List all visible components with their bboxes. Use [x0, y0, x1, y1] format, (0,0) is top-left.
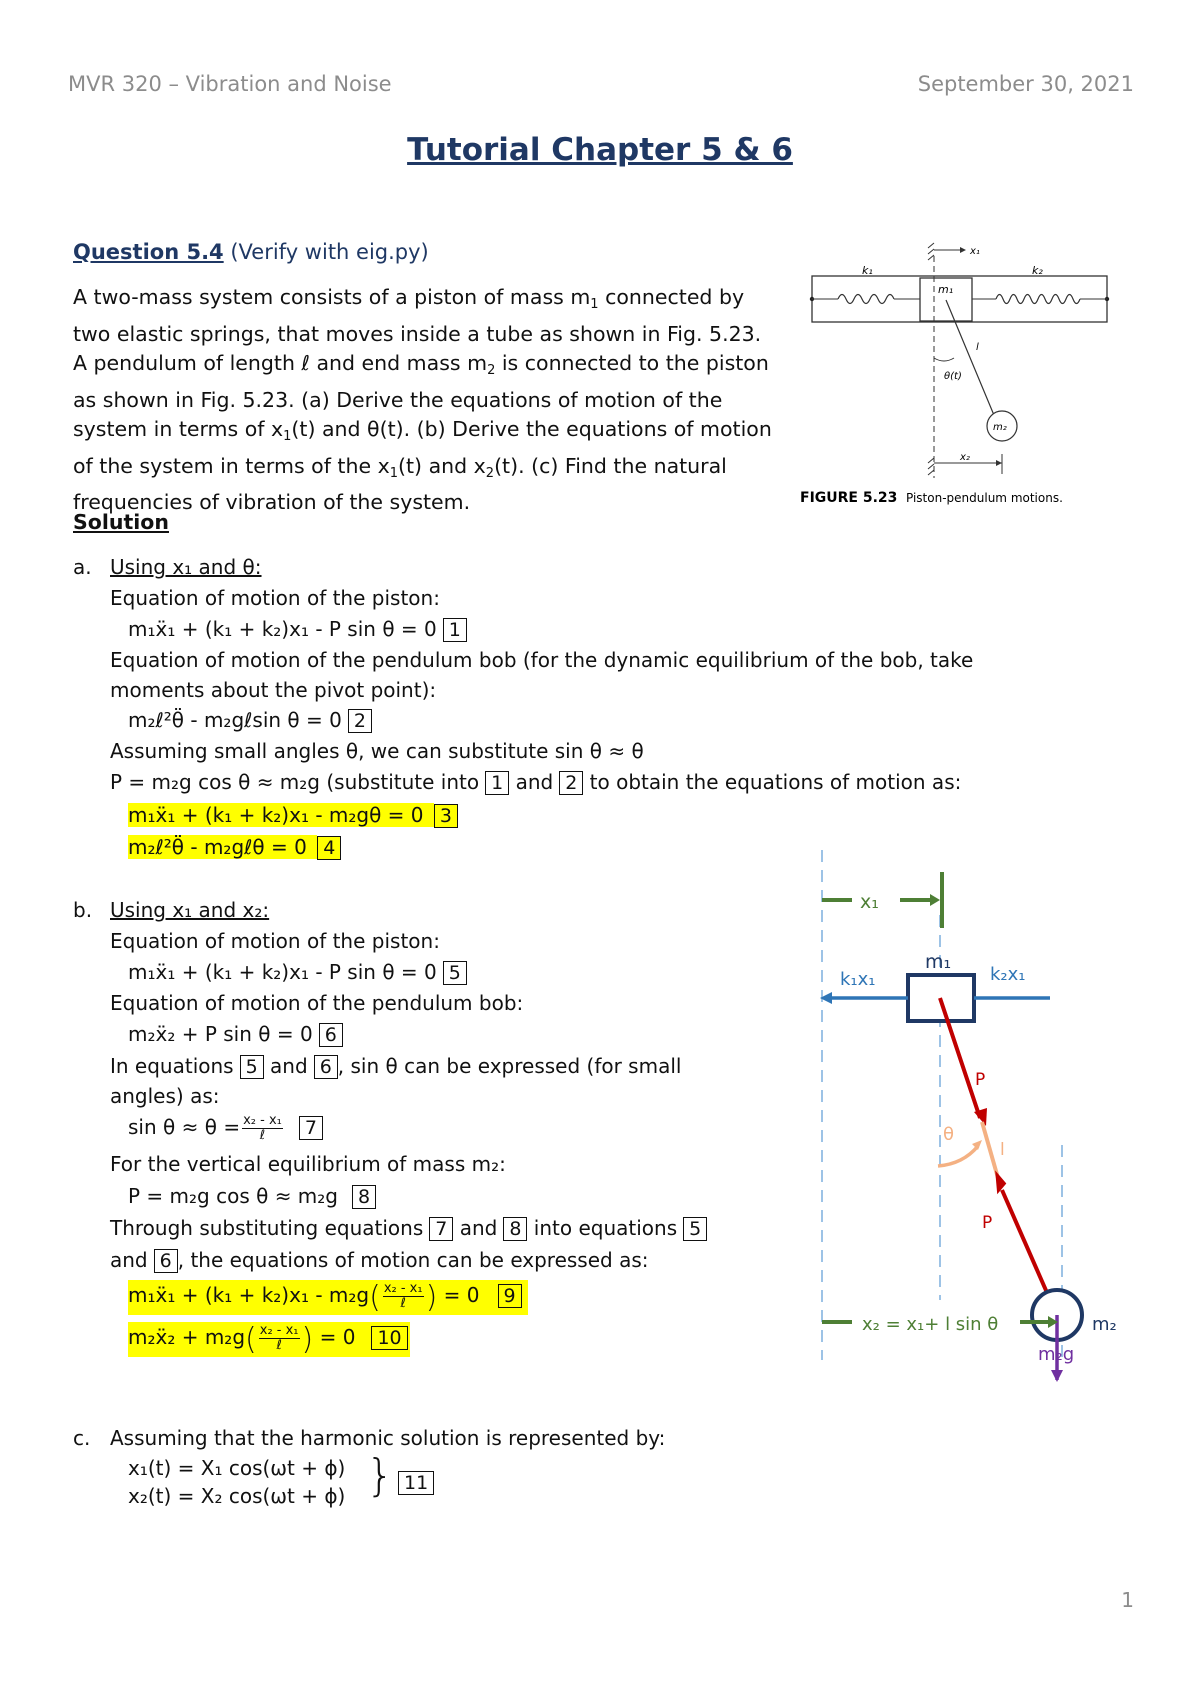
diagram-x1: x₁ — [860, 891, 879, 913]
header-course: MVR 320 – Vibration and Noise — [68, 72, 392, 96]
through-substituting-line: Through substituting equations 7 and 8 into equations 5 — [110, 1216, 707, 1241]
equation-11b: x₂(t) = X₂ cos(ωt + ϕ) — [128, 1484, 346, 1508]
equation-7: sin θ ≈ θ = $\frac{\text{x₂ - x₁}}{\text{ℓ}}$ 7 — [128, 1114, 323, 1143]
part-c-marker: c. — [73, 1426, 91, 1450]
part-a-bob-label-2: moments about the pivot point): — [110, 678, 437, 702]
p-substitution-line: P = m₂g cos θ ≈ m₂g (substitute into 1 and 2 to obtain the equations of motion as: — [110, 770, 962, 794]
figure-caption-label: FIGURE 5.23 — [800, 490, 898, 506]
figure-caption-text: Piston-pendulum motions. — [906, 491, 1063, 505]
diagram-k1x1: k₁x₁ — [840, 969, 876, 990]
equation-5: m₁ẍ₁ + (k₁ + k₂)x₁ - P sin θ = 0 5 — [128, 960, 467, 985]
question-label: Question 5.4 — [73, 240, 224, 264]
diagram-x2-equation: x₂ = x₁+ l sin θ — [862, 1314, 999, 1335]
equation-3: m₁ẍ₁ + (k₁ + k₂)x₁ - m₂gθ = 0 3 — [128, 803, 458, 828]
angles-as-line: angles) as: — [110, 1084, 220, 1108]
page-title: Tutorial Chapter 5 & 6 — [407, 132, 793, 168]
diagram-theta: θ — [943, 1124, 955, 1145]
part-b-heading: Using x₁ and x₂: — [110, 898, 270, 922]
eq-number-8: 8 — [352, 1185, 376, 1209]
diagram-m1: m₁ — [925, 951, 952, 973]
equation-10: m₂ẍ₂ + m₂g( $\frac{\text{x₂ - x₁}}{\text{ℓ}}$ ) = 0 10 — [128, 1322, 410, 1357]
question-text: A two-mass system consists of a piston of mass $m_1$ connected by two elastic springs, that moves inside a tube as shown in Fig. 5.23. A pendulum of length ℓ and end mass $m_2$ is connected to the piston as shown in Fig. 5.23. (a) Derive the equations of motion of the system in terms of $x_1(t)$ and θ(t). (b) Derive the equations of motion of the system in terms of the $x_1(t)$ and $x_2(t)$. (c) Find the natural frequencies of vibration of the system. — [73, 285, 772, 514]
fig-k2: k₂ — [1032, 264, 1043, 277]
eq-number-10: 10 — [371, 1326, 407, 1350]
figure-5-23 — [800, 248, 1120, 558]
free-body-diagram — [810, 850, 1117, 1370]
vertical-equilibrium-label: For the vertical equilibrium of mass m₂: — [110, 1152, 506, 1176]
in-equations-line: In equations 5 and 6 , sin θ can be expressed (for small — [110, 1054, 682, 1078]
eq-number-5: 5 — [443, 961, 467, 985]
equation-2: m₂ℓ²θ̈ - m₂gℓsin θ = 0 2 — [128, 708, 372, 733]
equation-4: m₂ℓ²θ̈ - m₂gℓθ = 0 4 — [128, 835, 341, 860]
question-heading — [73, 240, 429, 264]
diagram-m2g: m₂g — [1038, 1344, 1075, 1365]
equation-9: m₁ẍ₁ + (k₁ + k₂)x₁ - m₂g( $\frac{\text{x₂ - x₁}}{\text{ℓ}}$ ) = 0 9 — [128, 1280, 528, 1315]
fig-x2: x₂ — [960, 452, 970, 463]
and-line: and 6 , the equations of motion can be expressed as: — [110, 1248, 649, 1272]
diagram-p-bottom: P — [982, 1213, 993, 1233]
small-angle-note: Assuming small angles θ, we can substitute sin θ ≈ θ — [110, 739, 644, 763]
fig-x1: x₁ — [970, 246, 980, 257]
header-date: September 30, 2021 — [917, 72, 1134, 96]
eq-number-3: 3 — [434, 804, 458, 828]
fig-k1: k₁ — [862, 264, 873, 277]
diagram-p-top: P — [975, 1070, 986, 1090]
part-b-bob-label: Equation of motion of the pendulum bob: — [110, 991, 524, 1015]
diagram-l: l — [1000, 1140, 1005, 1160]
part-a-heading: Using x₁ and θ: — [110, 555, 262, 579]
part-b-piston-label: Equation of motion of the piston: — [110, 929, 440, 953]
question-note: (Verify with eig.py) — [230, 240, 429, 264]
eq-number-4: 4 — [317, 836, 341, 860]
eq-number-1: 1 — [443, 618, 467, 642]
fig-theta: θ(t) — [944, 371, 962, 382]
equation-6: m₂ẍ₂ + P sin θ = 0 6 — [128, 1022, 343, 1047]
part-a-marker: a. — [73, 555, 92, 579]
eq-number-7: 7 — [299, 1116, 323, 1140]
part-b-marker: b. — [73, 898, 93, 922]
part-a-piston-label: Equation of motion of the piston: — [110, 586, 440, 610]
equation-11a: x₁(t) = X₁ cos(ωt + ϕ) — [128, 1456, 346, 1480]
right-brace: } — [366, 1450, 394, 1501]
page-number: 1 — [1121, 1588, 1134, 1612]
eq-number-6: 6 — [319, 1023, 343, 1047]
eq-number-2: 2 — [348, 709, 372, 733]
part-a-bob-label-1: Equation of motion of the pendulum bob (for the dynamic equilibrium of the bob, take — [110, 648, 974, 672]
diagram-k2x1: k₂x₁ — [990, 964, 1026, 985]
fig-l: l — [976, 342, 979, 353]
equation-8: P = m₂g cos θ ≈ m₂g 8 — [128, 1184, 376, 1209]
part-c-heading: Assuming that the harmonic solution is represented by: — [110, 1426, 666, 1450]
eq-number-9: 9 — [498, 1284, 522, 1308]
fig-m2: m₂ — [993, 422, 1007, 433]
solution-heading: Solution — [73, 510, 169, 534]
equation-11-number: 11 — [398, 1470, 434, 1495]
diagram-m2: m₂ — [1092, 1314, 1117, 1335]
equation-1: m₁ẍ₁ + (k₁ + k₂)x₁ - P sin θ = 0 1 — [128, 617, 467, 642]
fig-m1: m₁ — [938, 283, 954, 296]
